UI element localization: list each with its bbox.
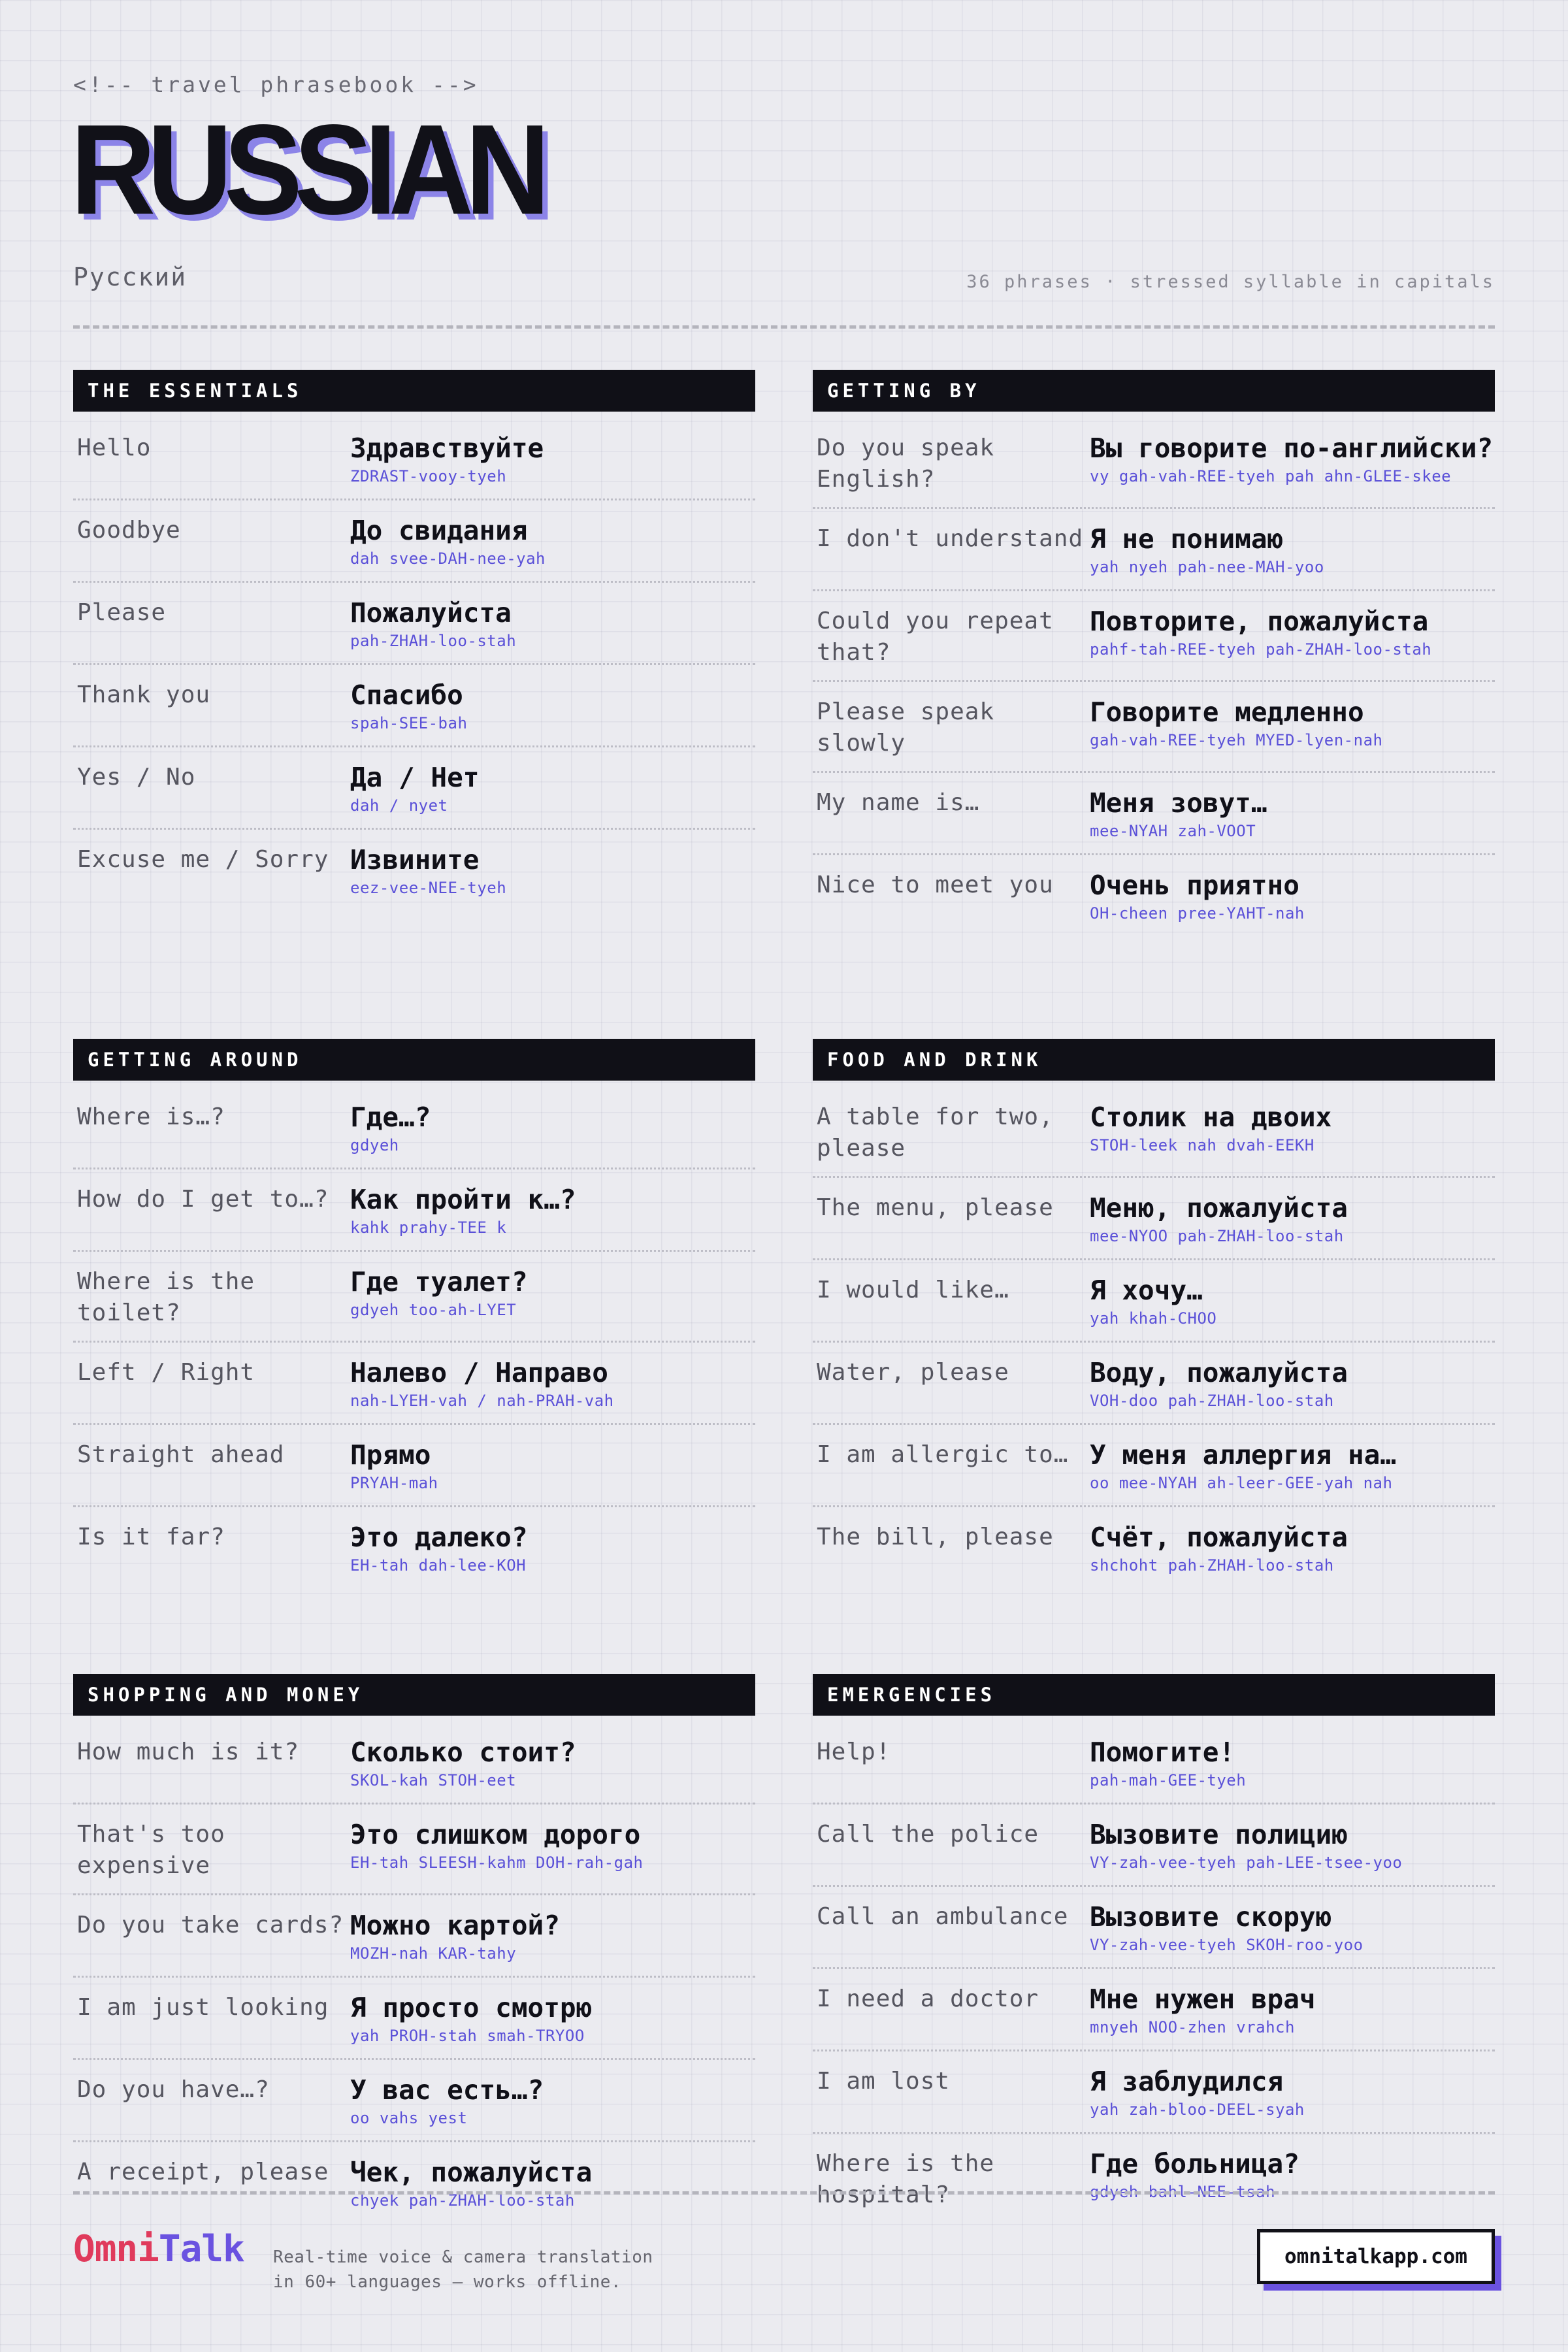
phrase-english: Goodbye <box>77 517 181 544</box>
phrase-pronunciation: ZDRAST-vooy-tyeh <box>350 467 507 485</box>
phrase-translation <box>350 597 755 651</box>
phrase-pronunciation: gdyeh too-ah-LYET <box>350 1301 517 1319</box>
phrase-english: Where is the hospital? <box>817 2150 995 2208</box>
section-essentials <box>73 370 755 910</box>
phrase-pronunciation: oo vahs yest <box>350 2109 468 2127</box>
phrase-translation <box>350 1522 755 1576</box>
phrase-english: The bill, please <box>817 1524 1054 1550</box>
phrase-pronunciation: PRYAH-mah <box>350 1474 438 1492</box>
phrase-english: How do I get to…? <box>77 1186 329 1213</box>
phrase-russian: Помогите! <box>1090 1737 1235 1768</box>
phrase-row <box>813 509 1495 591</box>
phrase-translation <box>1090 433 1495 495</box>
phrase-pronunciation: yah nyeh pah-nee-MAH-yoo <box>1090 558 1324 576</box>
section-food-and-drink <box>813 1039 1495 1588</box>
phrase-row <box>813 418 1495 509</box>
phrase-russian: Воду, пожалуйста <box>1090 1357 1348 1388</box>
phrasebook-page <box>73 0 1495 2352</box>
phrase-english: Help! <box>817 1739 891 1765</box>
phrase-russian: Вызовите скорую <box>1090 1901 1332 1933</box>
brand-logo-part-b: Talk <box>158 2228 244 2270</box>
phrase-russian: Это далеко? <box>350 1522 528 1553</box>
phrase-english: Do you take cards? <box>77 1912 344 1938</box>
phrase-english: My name is… <box>817 789 980 816</box>
phrase-translation <box>350 1910 755 1964</box>
phrase-row <box>813 1087 1495 1178</box>
phrase-english: Yes / No <box>77 764 196 791</box>
phrase-russian: Говорите медленно <box>1090 696 1364 728</box>
phrase-row <box>813 1425 1495 1507</box>
phrase-pronunciation: VY-zah-vee-tyeh pah-LEE-tsee-yoo <box>1090 1854 1403 1872</box>
phrase-row <box>813 1805 1495 1887</box>
phrase-translation <box>350 2157 755 2211</box>
phrase-translation <box>350 515 755 569</box>
phrase-translation <box>1090 2066 1495 2120</box>
phrase-row <box>73 1507 755 1588</box>
phrase-row <box>73 1805 755 1895</box>
phrase-row <box>813 1887 1495 1969</box>
phrase-list <box>813 418 1495 936</box>
phrase-pronunciation: gdyeh bahl-NEE-tsah <box>1090 2183 1276 2201</box>
phrase-row <box>73 1425 755 1507</box>
phrase-pronunciation: mnyeh NOO-zhen vrahch <box>1090 2018 1295 2036</box>
phrase-russian: Очень приятно <box>1090 870 1299 901</box>
phrase-english: Where is…? <box>77 1103 225 1130</box>
phrase-english: A receipt, please <box>77 2159 329 2185</box>
phrase-row <box>73 747 755 830</box>
phrase-english: I am allergic to… <box>817 1441 1069 1468</box>
phrase-russian: Пожалуйста <box>350 597 512 629</box>
phrase-translation <box>350 2074 755 2129</box>
phrase-list <box>813 1722 1495 2223</box>
phrase-russian: До свидания <box>350 515 528 546</box>
phrase-list <box>73 1722 755 2223</box>
phrase-russian: Я хочу… <box>1090 1275 1203 1306</box>
phrase-pronunciation: EH-tah SLEESH-kahm DOH-rah-gah <box>350 1854 644 1872</box>
tagline-line-2: in 60+ languages — works offline. <box>273 2272 622 2292</box>
phrase-row <box>73 1978 755 2060</box>
phrase-row <box>813 591 1495 682</box>
phrase-pronunciation: chyek pah-ZHAH-loo-stah <box>350 2191 575 2210</box>
phrase-pronunciation: kahk prahy-TEE k <box>350 1218 507 1237</box>
phrase-translation <box>1090 1522 1495 1576</box>
phrase-translation <box>1090 606 1495 668</box>
phrase-pronunciation: SKOL-kah STOH-eet <box>350 1771 517 1789</box>
phrase-list <box>813 1087 1495 1588</box>
phrase-russian: Где туалет? <box>350 1266 528 1298</box>
phrase-translation <box>1090 787 1495 841</box>
phrase-english: Nice to meet you <box>817 872 1054 898</box>
section-header: THE ESSENTIALS <box>73 370 755 412</box>
phrase-russian: Столик на двоих <box>1090 1102 1332 1133</box>
phrase-pronunciation: gah-vah-REE-tyeh MYED-lyen-nah <box>1090 731 1383 749</box>
phrase-translation <box>1090 1984 1495 2038</box>
phrase-translation <box>1090 1901 1495 1955</box>
phrase-translation <box>1090 1192 1495 1247</box>
phrase-translation <box>350 1102 755 1156</box>
phrase-english: Water, please <box>817 1359 1009 1386</box>
section-header: EMERGENCIES <box>813 1674 1495 1716</box>
phrase-russian: Я заблудился <box>1090 2066 1284 2097</box>
phrase-pronunciation: OH-cheen pree-YAHT-nah <box>1090 904 1305 923</box>
phrase-pronunciation: eez-vee-NEE-tyeh <box>350 879 507 897</box>
brand-logo-part-a: Omni <box>73 2228 159 2270</box>
phrase-translation <box>350 1266 755 1329</box>
phrase-pronunciation: oo mee-NYAH ah-leer-GEE-yah nah <box>1090 1474 1393 1492</box>
phrase-translation <box>350 1357 755 1411</box>
header-comment: <!-- travel phrasebook --> <box>73 72 479 97</box>
bottom-divider <box>73 2191 1495 2195</box>
phrase-row <box>813 2051 1495 2134</box>
phrase-row <box>73 1252 755 1343</box>
brand-logo[interactable] <box>73 2228 244 2270</box>
phrase-pronunciation: mee-NYAH zah-VOOT <box>1090 822 1256 840</box>
phrase-row <box>813 1343 1495 1425</box>
phrase-russian: Я не понимаю <box>1090 523 1284 555</box>
brand-tagline <box>273 2245 653 2295</box>
website-link-button[interactable]: omnitalkapp.com <box>1257 2229 1495 2284</box>
section-header: SHOPPING AND MONEY <box>73 1674 755 1716</box>
phrase-row <box>813 1722 1495 1805</box>
phrase-pronunciation: pah-mah-GEE-tyeh <box>1090 1771 1247 1789</box>
phrase-translation <box>1090 1439 1495 1494</box>
phrase-english: How much is it? <box>77 1739 300 1765</box>
phrase-english: Where is the toilet? <box>77 1268 255 1326</box>
phrase-russian: Как пройти к…? <box>350 1184 576 1215</box>
phrase-translation <box>350 433 755 487</box>
phrase-row <box>813 1507 1495 1588</box>
phrase-russian: Я просто смотрю <box>350 1992 593 2023</box>
phrase-russian: Сколько стоит? <box>350 1737 576 1768</box>
phrase-translation <box>350 844 755 898</box>
phrase-row <box>73 1343 755 1425</box>
phrase-pronunciation: vy gah-vah-REE-tyeh pah ahn-GLEE-skee <box>1090 467 1452 485</box>
page-title: RUSSIAN <box>71 98 542 241</box>
phrase-english: That's too expensive <box>77 1821 225 1879</box>
section-shopping-and-money <box>73 1674 755 2223</box>
phrase-row <box>73 830 755 910</box>
phrase-row <box>73 1087 755 1169</box>
phrase-english: I need a doctor <box>817 1985 1039 2012</box>
phrase-pronunciation: dah svee-DAH-nee-yah <box>350 549 546 568</box>
phrase-russian: Вызовите полицию <box>1090 1819 1348 1850</box>
phrase-pronunciation: spah-SEE-bah <box>350 714 468 732</box>
phrase-russian: Где…? <box>350 1102 431 1133</box>
phrase-english: Could you repeat that? <box>817 608 1054 666</box>
phrase-russian: Меню, пожалуйста <box>1090 1192 1348 1224</box>
phrase-russian: Повторите, пожалуйста <box>1090 606 1429 637</box>
phrase-row <box>813 773 1495 855</box>
phrase-pronunciation: nah-LYEH-vah / nah-PRAH-vah <box>350 1392 614 1410</box>
phrase-english: I don't understand <box>817 525 1084 552</box>
phrase-row <box>813 2134 1495 2223</box>
phrase-translation <box>1090 1737 1495 1791</box>
phrase-pronunciation: pahf-tah-REE-tyeh pah-ZHAH-loo-stah <box>1090 640 1432 659</box>
phrase-english: Please speak slowly <box>817 698 995 757</box>
phrase-pronunciation: STOH-leek nah dvah-EEKH <box>1090 1136 1315 1154</box>
phrase-count-note: 36 phrases · stressed syllable in capitals <box>966 272 1495 292</box>
phrase-pronunciation: VY-zah-vee-tyeh SKOH-roo-yoo <box>1090 1936 1364 1954</box>
phrase-english: Call the police <box>817 1821 1039 1848</box>
phrase-english: Call an ambulance <box>817 1903 1069 1930</box>
phrase-row <box>73 665 755 747</box>
phrase-russian: Мне нужен врач <box>1090 1984 1316 2015</box>
phrase-translation <box>1090 870 1495 924</box>
phrase-pronunciation: yah PROH-stah smah-TRYOO <box>350 2027 585 2045</box>
phrase-russian: Прямо <box>350 1439 431 1471</box>
section-header: GETTING AROUND <box>73 1039 755 1081</box>
phrase-row <box>73 1895 755 1978</box>
phrase-english: I am lost <box>817 2068 951 2095</box>
phrase-translation <box>350 1737 755 1791</box>
phrase-russian: Спасибо <box>350 679 463 711</box>
phrase-translation <box>350 1439 755 1494</box>
phrase-translation <box>350 1992 755 2046</box>
phrase-row <box>73 2060 755 2142</box>
phrase-english: Straight ahead <box>77 1441 285 1468</box>
phrase-russian: Налево / Направо <box>350 1357 608 1388</box>
phrase-english: Is it far? <box>77 1524 225 1550</box>
phrase-row <box>813 1969 1495 2051</box>
phrase-row <box>73 583 755 665</box>
phrase-english: Hello <box>77 434 152 461</box>
phrase-row <box>73 1722 755 1805</box>
section-header: GETTING BY <box>813 370 1495 412</box>
phrase-translation <box>350 1184 755 1238</box>
phrase-translation <box>1090 1357 1495 1411</box>
phrase-russian: Можно картой? <box>350 1910 560 1941</box>
phrase-row <box>73 1169 755 1252</box>
phrase-russian: Чек, пожалуйста <box>350 2157 593 2188</box>
phrase-russian: У меня аллергия на… <box>1090 1439 1396 1471</box>
phrase-russian: Счёт, пожалуйста <box>1090 1522 1348 1553</box>
section-header: FOOD AND DRINK <box>813 1039 1495 1081</box>
phrase-translation <box>1090 523 1495 578</box>
phrase-english: The menu, please <box>817 1194 1054 1221</box>
phrase-pronunciation: MOZH-nah KAR-tahy <box>350 1944 517 1963</box>
phrase-russian: У вас есть…? <box>350 2074 544 2106</box>
phrase-row <box>73 500 755 583</box>
phrase-pronunciation: pah-ZHAH-loo-stah <box>350 632 517 650</box>
phrase-russian: Где больница? <box>1090 2148 1299 2180</box>
phrase-row <box>813 682 1495 773</box>
top-divider <box>73 325 1495 329</box>
phrase-list <box>73 1087 755 1588</box>
phrase-translation <box>1090 2148 1495 2211</box>
phrase-russian: Да / Нет <box>350 762 480 793</box>
phrase-row <box>813 1260 1495 1343</box>
phrase-english: Do you speak English? <box>817 434 995 493</box>
phrase-list <box>73 418 755 910</box>
phrase-pronunciation: dah / nyet <box>350 796 448 815</box>
phrase-english: I am just looking <box>77 1994 329 2021</box>
phrase-english: Left / Right <box>77 1359 255 1386</box>
phrase-pronunciation: mee-NYOO pah-ZHAH-loo-stah <box>1090 1227 1344 1245</box>
phrase-english: Thank you <box>77 681 211 708</box>
section-emergencies <box>813 1674 1495 2223</box>
phrase-translation <box>350 679 755 734</box>
phrase-russian: Здравствуйте <box>350 433 544 464</box>
phrase-russian: Вы говорите по-английски? <box>1090 433 1494 464</box>
phrase-pronunciation: shchoht pah-ZHAH-loo-stah <box>1090 1556 1334 1575</box>
phrase-russian: Извините <box>350 844 480 875</box>
phrase-pronunciation: EH-tah dah-lee-KOH <box>350 1556 527 1575</box>
phrase-english: Excuse me / Sorry <box>77 846 329 873</box>
phrase-english: Do you have…? <box>77 2076 270 2103</box>
phrase-english: I would like… <box>817 1277 1009 1303</box>
phrase-translation <box>350 762 755 816</box>
phrase-russian: Это слишком дорого <box>350 1819 641 1850</box>
phrase-translation <box>350 1819 755 1882</box>
phrase-row <box>813 855 1495 936</box>
phrase-pronunciation: yah zah-bloo-DEEL-syah <box>1090 2100 1305 2119</box>
section-getting-around <box>73 1039 755 1588</box>
tagline-line-1: Real-time voice & camera translation <box>273 2247 653 2267</box>
phrase-pronunciation: VOH-doo pah-ZHAH-loo-stah <box>1090 1392 1334 1410</box>
phrase-translation <box>1090 1102 1495 1164</box>
phrase-pronunciation: gdyeh <box>350 1136 399 1154</box>
phrase-russian: Меня зовут… <box>1090 787 1267 819</box>
phrase-row <box>73 418 755 500</box>
phrase-translation <box>1090 1819 1495 1873</box>
section-getting-by <box>813 370 1495 936</box>
phrase-translation <box>1090 696 1495 759</box>
phrase-translation <box>1090 1275 1495 1329</box>
phrase-pronunciation: yah khah-CHOO <box>1090 1309 1217 1328</box>
phrase-english: A table for two, please <box>817 1103 1054 1162</box>
phrase-row <box>73 2142 755 2223</box>
native-language-name: Русский <box>73 263 188 291</box>
phrase-english: Please <box>77 599 167 626</box>
phrase-row <box>813 1178 1495 1260</box>
